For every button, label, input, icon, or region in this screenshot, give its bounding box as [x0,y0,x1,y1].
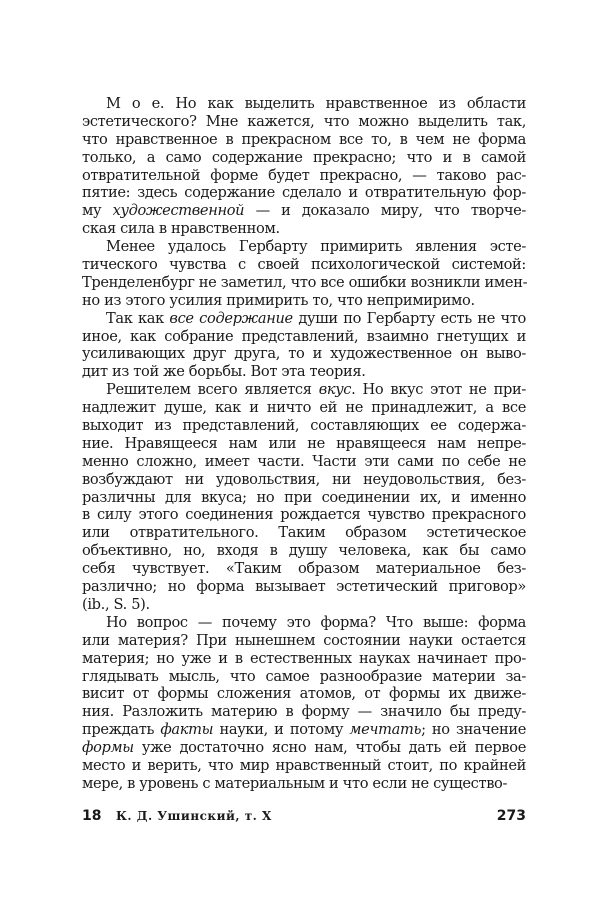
text-run: дит из той же борьбы. Вот эта теория. [82,363,366,381]
text-line [82,184,526,202]
text-line [82,632,526,650]
italic-emphasis: вкус [318,381,352,399]
text-run: в силу этого соединения рождается чувство прекрасного [82,506,526,524]
text-line [82,489,526,507]
text-run: пятие: здесь содержание сделало и отвратительную фор- [82,184,526,202]
italic-emphasis: все содержание [169,309,293,327]
text-run: глядывать мысль, что самое разнообразие материи за- [82,667,526,685]
text-line [82,149,526,167]
page-body [82,95,526,793]
text-run: или материя? При нынешнем состоянии науки остается [82,631,526,649]
text-run: ская сила в нравственном. [82,220,280,238]
text-run: отвратительной форме будет прекрасно, — таково рас- [82,166,526,184]
text-run: различно; но форма вызывает эстетический приговор» [82,578,526,596]
italic-emphasis: формы [82,739,134,757]
text-run: усиливающих друг друга, то и художественное он выво- [82,345,526,363]
text-run: . Но вкус этот не при- [351,381,526,399]
text-line [82,703,526,721]
text-run: Так как [106,309,170,327]
text-line [82,614,526,632]
text-run: менно сложно, имеет части. Части эти сами по себе не [82,452,526,470]
text-line [82,668,526,686]
italic-emphasis: художественной [112,202,245,220]
text-run: иное, как собрание представлений, взаимно гнетущих и [82,327,526,345]
text-line [82,775,526,793]
text-line [82,578,526,596]
page-number: 273 [496,808,526,824]
text-run: Но вопрос — почему это форма? Что выше: форма [106,613,526,631]
text-run: Тренделенбург не заметил, что все ошибки возникли имен- [82,273,528,291]
text-line [82,542,526,560]
text-run: только, а само содержание прекрасно; что и в самой [82,148,526,166]
text-run: мере, в уровень с материальным и что если не существо- [82,774,508,792]
text-run: надлежит душе, как и ничто ей не принадлежит, а все [82,399,526,417]
text-line [82,345,526,363]
text-run: тического чувства с своей психологической системой: [82,256,526,274]
text-line [82,202,526,220]
text-run: ние. Нравящееся нам или не нравящееся нам непре- [82,434,526,452]
text-line [82,506,526,524]
text-line [82,417,526,435]
text-line [82,363,526,381]
text-line [82,399,526,417]
text-line [82,721,526,739]
text-run: себя чувствует. «Таким образом материальное без- [82,560,526,578]
text-run: М о е. Но как выделить нравственное из области [106,95,526,112]
text-run: эстетического? Мне кажется, что можно выделить так, [82,112,526,130]
text-run: но из этого усилия примирить то, что непримиримо. [82,291,475,309]
text-line [82,685,526,703]
text-run: различны для вкуса; но при соединении их, и именно [82,488,526,506]
text-line [82,274,526,292]
text-run: души по Гербарту есть не что [292,309,526,327]
text-run: — и доказало миру, что творче- [244,202,526,220]
text-line [82,596,526,614]
page-footer [82,806,526,826]
text-run: место и верить, что мир нравственный стоит, по крайней [82,756,526,774]
text-line [82,167,526,185]
italic-emphasis: факты [160,721,214,739]
text-line [82,471,526,489]
text-line [82,328,526,346]
text-run: уже достаточно ясно нам, чтобы дать ей первое [133,739,526,757]
text-line [82,113,526,131]
text-run: объективно, но, входя в душу человека, как бы само [82,542,526,560]
text-line [82,524,526,542]
text-run: что нравственное в прекрасном все то, в чем не форма [82,130,526,148]
text-run: висит от формы сложения атомов, от формы их движе- [82,685,526,703]
text-run: материя; но уже и в естественных науках начинает про- [82,649,526,667]
text-line [82,292,526,310]
text-line [82,220,526,238]
running-title: К. Д. Ушинский, т. X [116,809,272,823]
text-run: му [82,202,113,220]
text-line [82,238,526,256]
text-line [82,310,526,328]
text-run: преждать [82,721,161,739]
text-line [82,560,526,578]
text-line [82,95,526,113]
text-run: возбуждают ни удовольствия, ни неудовольствия, без- [82,470,526,488]
text-line [82,453,526,471]
text-run: ния. Разложить материю в форму — значило бы преду- [82,703,526,721]
text-line [82,256,526,274]
text-run: (ib., S. 5). [82,595,150,613]
text-line [82,650,526,668]
text-line [82,757,526,775]
text-line [82,381,526,399]
italic-emphasis: мечтать [349,721,422,739]
text-line [82,739,526,757]
text-run: ; но значение [421,721,527,739]
text-run: науки, и потому [213,721,350,739]
text-run: или отвратительного. Таким образом эстетическое [82,524,526,542]
text-run: Менее удалось Гербарту примирить явления эсте- [106,238,526,256]
text-line [82,435,526,453]
signature-mark: 18 [82,808,102,824]
text-line [82,131,526,149]
text-run: Решителем всего является [106,381,319,399]
text-run: выходит из представлений, составляющих ее содержа- [82,417,526,435]
